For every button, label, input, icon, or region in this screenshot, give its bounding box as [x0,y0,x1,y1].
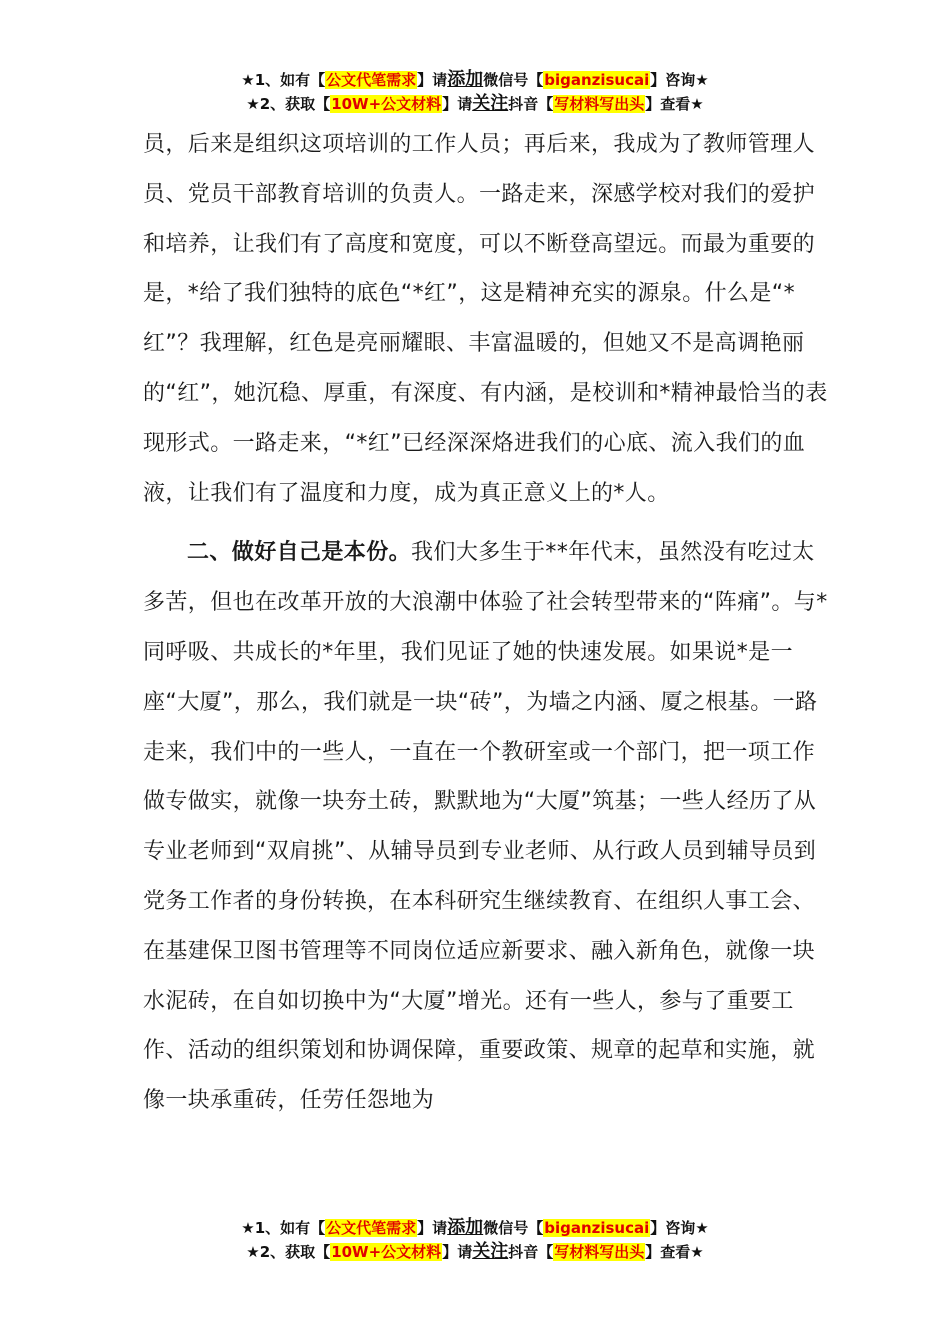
banner-line2-underlined: 关注 [472,93,509,114]
footer-banner [0,1216,950,1264]
banner-line2-highlight-2: 写材料写出头 [554,95,645,113]
footer-line1-underlined: 添加 [447,1217,484,1238]
banner-line1-suffix: 】咨询★ [650,71,709,89]
banner-line2-mid-1: 】请 [442,95,473,113]
footer-line2-highlight-1: 10W+公文材料 [331,1243,442,1261]
header-banner [0,68,950,116]
document-body [143,120,833,1126]
banner-line-1 [0,68,950,92]
footer-line2-underlined: 关注 [472,1241,509,1262]
footer-line1-prefix: ★1、如有【 [241,1219,326,1237]
footer-line2-prefix: ★2、获取【 [246,1243,331,1261]
banner-line2-prefix: ★2、获取【 [246,95,331,113]
banner-line1-prefix: ★1、如有【 [241,71,326,89]
paragraph-2-text: 我们大多生于**年代末，虽然没有吃过太多苦，但也在改革开放的大浪潮中体验了社会转型带来的“阵痛”。与*同呼吸、共成长的*年里，我们见证了她的快速发展。如果说*是一座“大厦”，那么，我们就是一块“砖”，为墙之内涵、厦之根基。一路走来，我们中的一些人，一直在一个教研室或一个部门，把一项工作做专做实，就像一块夯土砖，默默地为“大厦”筑基；一些人经历了从专业老师到“双肩挑”、从辅导员到专业老师、从行政人员到辅导员到党务工作者的身份转换，在本科研究生继续教育、在组织人事工会、在基建保卫图书管理等不同岗位适应新要求、融入新角色，就像一块水泥砖，在自如切换中为“大厦”增光。还有一些人，参与了重要工作、活动的组织策划和协调保障，重要政策、规章的起草和实施，就像一块承重砖，任劳任怨地为 [143,540,828,1114]
banner-line-2 [0,92,950,116]
paragraph-1: 员，后来是组织这项培训的工作人员；再后来，我成为了教师管理人员、党员干部教育培训的负责人。一路走来，深感学校对我们的爱护和培养，让我们有了高度和宽度，可以不断登高望远。而最为重要的是，*给了我们独特的底色“*红”，这是精神充实的源泉。什么是“*红”？我理解，红色是亮丽耀眼、丰富温暖的，但她又不是高调艳丽的“红”，她沉稳、厚重，有深度、有内涵，是校训和*精神最恰当的表现形式。一路走来，“*红”已经深深烙进我们的心底、流入我们的血液，让我们有了温度和力度，成为真正意义上的*人。 [143,132,828,506]
footer-line1-mid-1: 】请 [417,1219,448,1237]
footer-line2-highlight-2: 写材料写出头 [554,1243,645,1261]
banner-line1-mid-2: 微信号【 [483,71,544,89]
paragraph-2 [143,528,833,1126]
section-heading: 二、做好自己是本份。 [187,540,412,566]
banner-line1-highlight-1: 公文代笔需求 [326,71,417,89]
banner-line2-suffix: 】查看★ [645,95,704,113]
banner-line1-highlight-2: biganzisucai [544,71,650,89]
footer-line-2 [0,1240,950,1264]
footer-line2-suffix: 】查看★ [645,1243,704,1261]
banner-line2-mid-2: 抖音【 [508,95,554,113]
footer-line2-mid-1: 】请 [442,1243,473,1261]
footer-line1-highlight-2: biganzisucai [544,1219,650,1237]
banner-line1-underlined: 添加 [447,69,484,90]
banner-line1-mid-1: 】请 [417,71,448,89]
footer-line-1 [0,1216,950,1240]
footer-line1-suffix: 】咨询★ [650,1219,709,1237]
footer-line2-mid-2: 抖音【 [508,1243,554,1261]
footer-line1-highlight-1: 公文代笔需求 [326,1219,417,1237]
footer-line1-mid-2: 微信号【 [483,1219,544,1237]
banner-line2-highlight-1: 10W+公文材料 [331,95,442,113]
